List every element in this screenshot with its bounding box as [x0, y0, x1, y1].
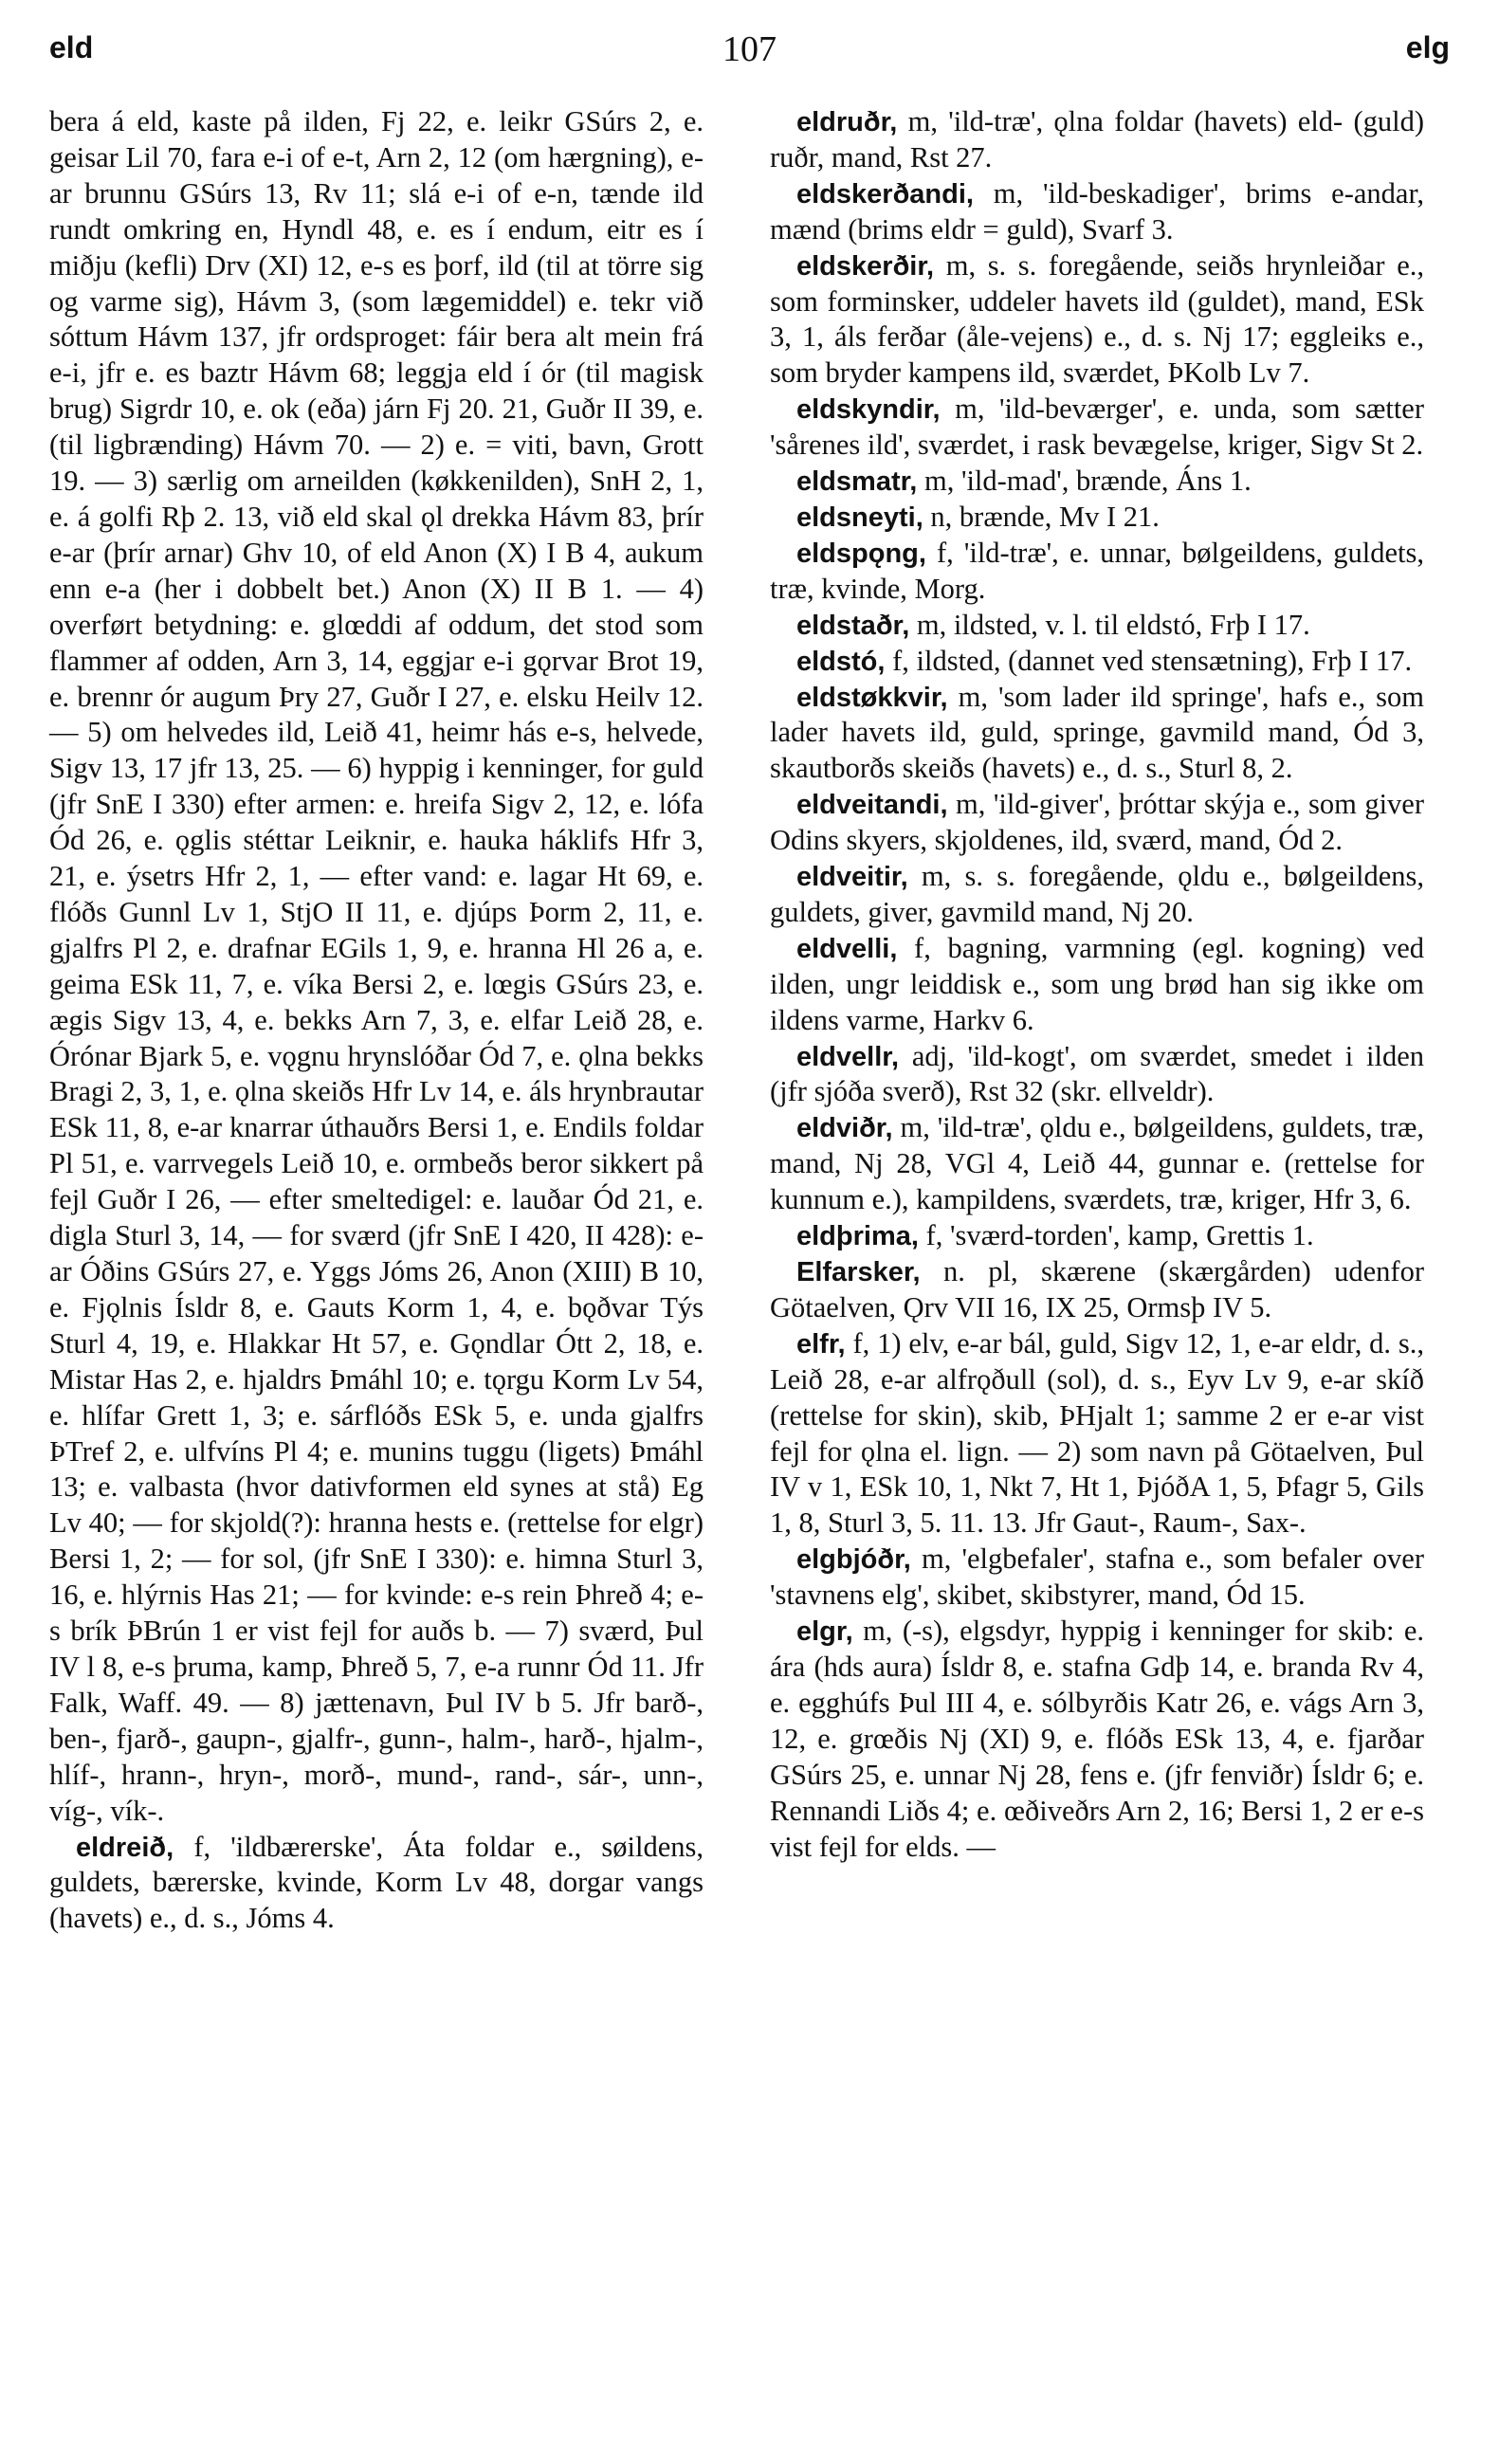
entry-text: m, 'som lader ild springe', hafs e., som lader havets ild, guld, springe, gavmild mand, Ód 3, skautborðs skeiðs (havets) e., d. s., Sturl 8, 2. — [770, 680, 1424, 785]
entry-lemma: eldskerðandi, — [796, 178, 974, 210]
entry-text: m, ildsted, v. l. til eldstó, Frþ I 17. — [916, 608, 1310, 641]
entry-lemma: eldruðr, — [796, 107, 898, 137]
dictionary-entry — [770, 1039, 1424, 1111]
entry-text: m, 'elgbefaler', stafna e., som befaler over 'stavnens elg', skibet, skibstyrer, mand, Ód 15. — [770, 1542, 1424, 1612]
entry-text: n. pl, skærene (skærgården) udenfor Götaelven, Ǫrv VII 16, IX 25, Ormsþ IV 5. — [770, 1255, 1424, 1323]
dictionary-entry — [770, 1254, 1424, 1326]
entry-text: m, 'ild-træ', ǫldu e., bølgeildens, guldets, træ, mand, Nj 28, VGl 4, Leið 44, gunnar e. (rettelse for kunnum e.), kampildens, sværdets, træ, kriger, Hfr 3, 6. — [770, 1111, 1425, 1216]
page-number: 107 — [722, 29, 777, 69]
entry-lemma: eldspǫng, — [796, 538, 926, 569]
entry-text: m, 'ild-træ', ǫlna foldar (havets) eld- (guld) ruðr, mand, Rst 27. — [770, 105, 1424, 173]
entry-lemma: eldskerðir, — [796, 250, 935, 282]
entry-lemma: eldviðr, — [796, 1113, 893, 1144]
dictionary-entry — [770, 1614, 1424, 1865]
right-guide-word: elg — [1405, 30, 1450, 64]
entry-text: f, 1) elv, e-ar bál, guld, Sigv 12, 1, e-ar eldr, d. s., Leið 28, e-ar alfrǫðull (sol), d. s., Eyv Lv 9, e-ar skíð (rettelse for skin), skib, ÞHjalt 1; samme 2 er e-ar vist fejl for ǫlna el. lign. — 2) som navn på Götaelven, Þul IV v 1, ESk 10, 1, Nkt 7, Ht 1, ÞjóðA 1, 5, Þfagr 5, Gils 1, 8, Sturl 3, 5. 11. 13. Jfr Gaut-, Raum-, Sax-. — [770, 1326, 1425, 1540]
entry-text: m, (-s), elgsdyr, hyppig i kenninger for skib: e. ára (hds aura) Ísldr 8, e. stafna Gdþ 14, e. branda Rv 4, e. egghúfs Þul III 4, e. sólbyrðis Katr 26, e. vágs Arn 3, 12, e. grœðis Nj (XI) 9, e. flóðs ESk 13, 4, e. fjarðar GSúrs 25, e. unnar Nj 28, fens e. (jfr fenviðr) Ísldr 6; e. Rennandi Liðs 4; e. œðiveðrs Arn 2, 16; Bersi 1, 2 er e-s vist fejl for elds. — — [770, 1615, 1424, 1863]
dictionary-entry — [770, 536, 1424, 608]
entry-text: m, s. s. foregående, seiðs hrynleiðar e., som forminsker, uddeler havets ild (guldet), mand, ESk 3, 1, áls ferðar (åle-vejens) e., d. s. Nj 17; eggleiks e., som bryder kampens ild, sværdet, ÞKolb Lv 7. — [770, 248, 1424, 390]
dictionary-entry — [49, 104, 704, 1830]
right-column — [770, 104, 1424, 1865]
entry-lemma: eldstøkkvir, — [796, 682, 948, 713]
entry-text: m, 'ild-beværger', e. unda, som sætter 'sårenes ild', sværdet, i rask bevægelse, kriger, Sigv St 2. — [770, 392, 1424, 462]
dictionary-entry — [770, 787, 1424, 859]
dictionary-entry — [770, 680, 1424, 788]
dictionary-entry — [770, 464, 1424, 500]
dictionary-entry — [770, 176, 1424, 248]
entry-lemma: eldveitir, — [796, 862, 908, 893]
entry-lemma: eldstó, — [796, 646, 886, 677]
entry-lemma: Elfarsker, — [796, 1257, 921, 1287]
entry-lemma: eldstaðr, — [796, 610, 910, 641]
entry-lemma: eldskyndir, — [796, 394, 941, 426]
entry-lemma: elgr, — [796, 1616, 853, 1648]
dictionary-entry — [770, 392, 1424, 464]
dictionary-entry — [770, 500, 1424, 536]
entry-text: f, ildsted, (dannet ved stensætning), Frþ I 17. — [892, 644, 1413, 677]
entry-text: m, 'ild-beskadiger', brims e-andar, mænd (brims eldr = guld), Svarf 3. — [770, 176, 1425, 246]
dictionary-entry — [49, 1830, 704, 1938]
dictionary-entry — [770, 644, 1424, 680]
entry-lemma: eldþrima, — [796, 1221, 919, 1252]
page-header — [0, 0, 1499, 95]
entry-text: f, bagning, varmning (egl. kogning) ved ilden, ungr leiddisk e., som ung brød han sig ikke om ildens varme, Harkv 6. — [770, 931, 1424, 1036]
dictionary-entry — [770, 1542, 1424, 1614]
entry-text: bera á eld, kaste på ilden, Fj 22, e. leikr GSúrs 2, e. geisar Lil 70, fara e-i of e-t, Arn 2, 12 (om hærgning), e-ar brunnu GSúrs 13, Rv 11; slá e-i of e-n, tænde ild rundt omkring en, Hyndl 48, e. es í endum, eitr es í miðju (kefli) Drv (XI) 12, e-s es þorf, ild (til at törre sig og varme sig), Hávm 3, (som lægemiddel) e. tekr við sóttum Hávm 137, jfr ordsproget: fáir bera alt mein frá e-i, jfr e. es baztr Hávm 68; leggja eld í ór (til magisk brug) Sigrdr 10, e. ok (eða) járn Fj 20. 21, Guðr II 39, e. (til ligbrænding) Hávm 70. — 2) e. = viti, bavn, Grott 19. — 3) særlig om arneilden (køkkenilden), SnH 2, 1, e. á golfi Rþ 2. 13, við eld skal ǫl drekka Hávm 83, þrír e-ar (þrír arnar) Ghv 10, of eld Anon (X) I B 4, aukum enn e-a (her i dobbelt bet.) Anon (X) II B 1. — 4) overført betydning: e. glœddi af oddum, det stod som flammer af odden, Arn 3, 14, eggjar e-i gǫrvar Brot 19, e. brennr ór augum Þry 27, Guðr I 27, e. elsku Heilv 12. — 5) om helvedes ild, Leið 41, heimr hás e-s, helvede, Sigv 13, 17 jfr 13, 25. — 6) hyppig i kenninger, for guld (jfr SnE I 330) efter armen: e. hreifa Sigv 2, 12, e. lófa Ód 26, e. ǫglis stéttar Leiknir, e. hauka háklifs Hfr 3, 21, e. ýsetrs Hfr 2, 1, — efter vand: e. lagar Ht 69, e. flóðs Gunnl Lv 1, StjO II 11, e. djúps Þorm 2, 11, e. gjalfrs Pl 2, e. drafnar EGils 1, 9, e. hranna Hl 26 a, e. geima ESk 11, 7, e. víka Bersi 2, e. lœgis GSúrs 23, e. ægis Sigv 13, 4, e. bekks Arn 7, 3, e. elfar Leið 28, e. Órónar Bjark 5, e. vǫgnu hrynslóðar Ód 7, e. ǫlna bekks Bragi 2, 3, 1, e. ǫlna skeiðs Hfr Lv 14, e. áls hrynbrautar ESk 11, 8, e-ar knarrar úthauðrs Bersi 1, e. Endils foldar Pl 51, e. varrvegels Leið 10, e. ormbeðs beror sikkert på fejl Guðr I 26, — efter smeltedigel: e. lauðar Ód 21, e. digla Sturl 3, 14, — for sværd (jfr SnE I 420, II 428): e-ar Óðins GSúrs 27, e. Yggs Jóms 26, Anon (XIII) B 10, e. Fjǫlnis Ísldr 8, e. Gauts Korm 1, 4, e. bǫðvar Týs Sturl 4, 19, e. Hlakkar Ht 57, e. Gǫndlar Ótt 2, 18, e. Mistar Has 2, e. hjaldrs Þmáhl 10; e. tǫrgu Korm Lv 54, e. hlífar Grett 1, 3; e. sárflóðs ESk 5, e. unda gjalfrs ÞTref 2, e. ulfvíns Pl 4; e. munins tuggu (ligets) Þmáhl 13; e. valbasta (hvor dativformen eld synes at stå) Eg Lv 40; — for skjold(?): hranna hests e. (rettelse for elgr) Bersi 1, 2; — for sol, (jfr SnE I 330): e. himna Sturl 3, 16, e. hlýrnis Has 21; — for kvinde: e-s rein Þhreð 4; e-s brík ÞBrún 1 er vist fejl for auðs b. — 7) sværd, Þul IV l 8, e-s þruma, kamp, Þhreð 5, 7, e-a runnr Ód 11. Jfr Falk, Waff. 49. — 8) jættenavn, Þul IV b 5. Jfr barð-, ben-, fjarð-, gaupn-, gjalfr-, gunn-, halm-, harð-, hjalm-, hlíf-, hrann-, hryn-, morð-, mund-, rand-, sár-, unn-, víg-, vík-. — [49, 105, 704, 1827]
entry-text: m, s. s. foregående, ǫldu e., bølgeildens, guldets, giver, gavmild mand, Nj 20. — [770, 860, 1424, 928]
dictionary-entry — [770, 1218, 1424, 1254]
entry-text: f, 'ildbærerske', Áta foldar e., søildens, guldets, bærerske, kvinde, Korm Lv 48, dorgar vangs (havets) e., d. s., Jóms 4. — [49, 1830, 704, 1935]
entry-lemma: eldsmatr, — [796, 466, 918, 498]
entry-lemma: elfr, — [796, 1328, 846, 1360]
entry-text: f, 'sværd-torden', kamp, Grettis 1. — [925, 1219, 1314, 1252]
dictionary-entry — [770, 859, 1424, 931]
entry-lemma: eldvelli, — [796, 933, 898, 964]
dictionary-entry — [770, 104, 1424, 176]
entry-text: n, brænde, Mv I 21. — [930, 500, 1160, 533]
entry-text: m, 'ild-giver', þróttar skýja e., som giver Odins skyers, skjoldenes, ild, sværd, mand, Ód 2. — [770, 788, 1424, 857]
entry-lemma: eldvellr, — [796, 1041, 900, 1072]
entry-lemma: eldreið, — [76, 1832, 174, 1863]
dictionary-entry — [770, 1326, 1424, 1542]
dictionary-entry — [770, 608, 1424, 644]
entry-text: m, 'ild-mad', brænde, Áns 1. — [923, 465, 1252, 498]
left-column — [49, 104, 704, 1937]
entry-lemma: eldsneyti, — [796, 502, 923, 533]
entry-text: f, 'ild-træ', e. unnar, bølgeildens, guldets, træ, kvinde, Morg. — [770, 536, 1424, 605]
dictionary-entry — [770, 248, 1424, 392]
left-guide-word: eld — [49, 30, 94, 64]
entry-lemma: elgbjóðr, — [796, 1544, 911, 1576]
dictionary-entry — [770, 1110, 1424, 1218]
entry-lemma: eldveitandi, — [796, 790, 948, 821]
entry-text: adj, 'ild-kogt', om sværdet, smedet i ilden (jfr sjóða sverð), Rst 32 (skr. ellveldr). — [770, 1039, 1424, 1108]
dictionary-entry — [770, 931, 1424, 1039]
